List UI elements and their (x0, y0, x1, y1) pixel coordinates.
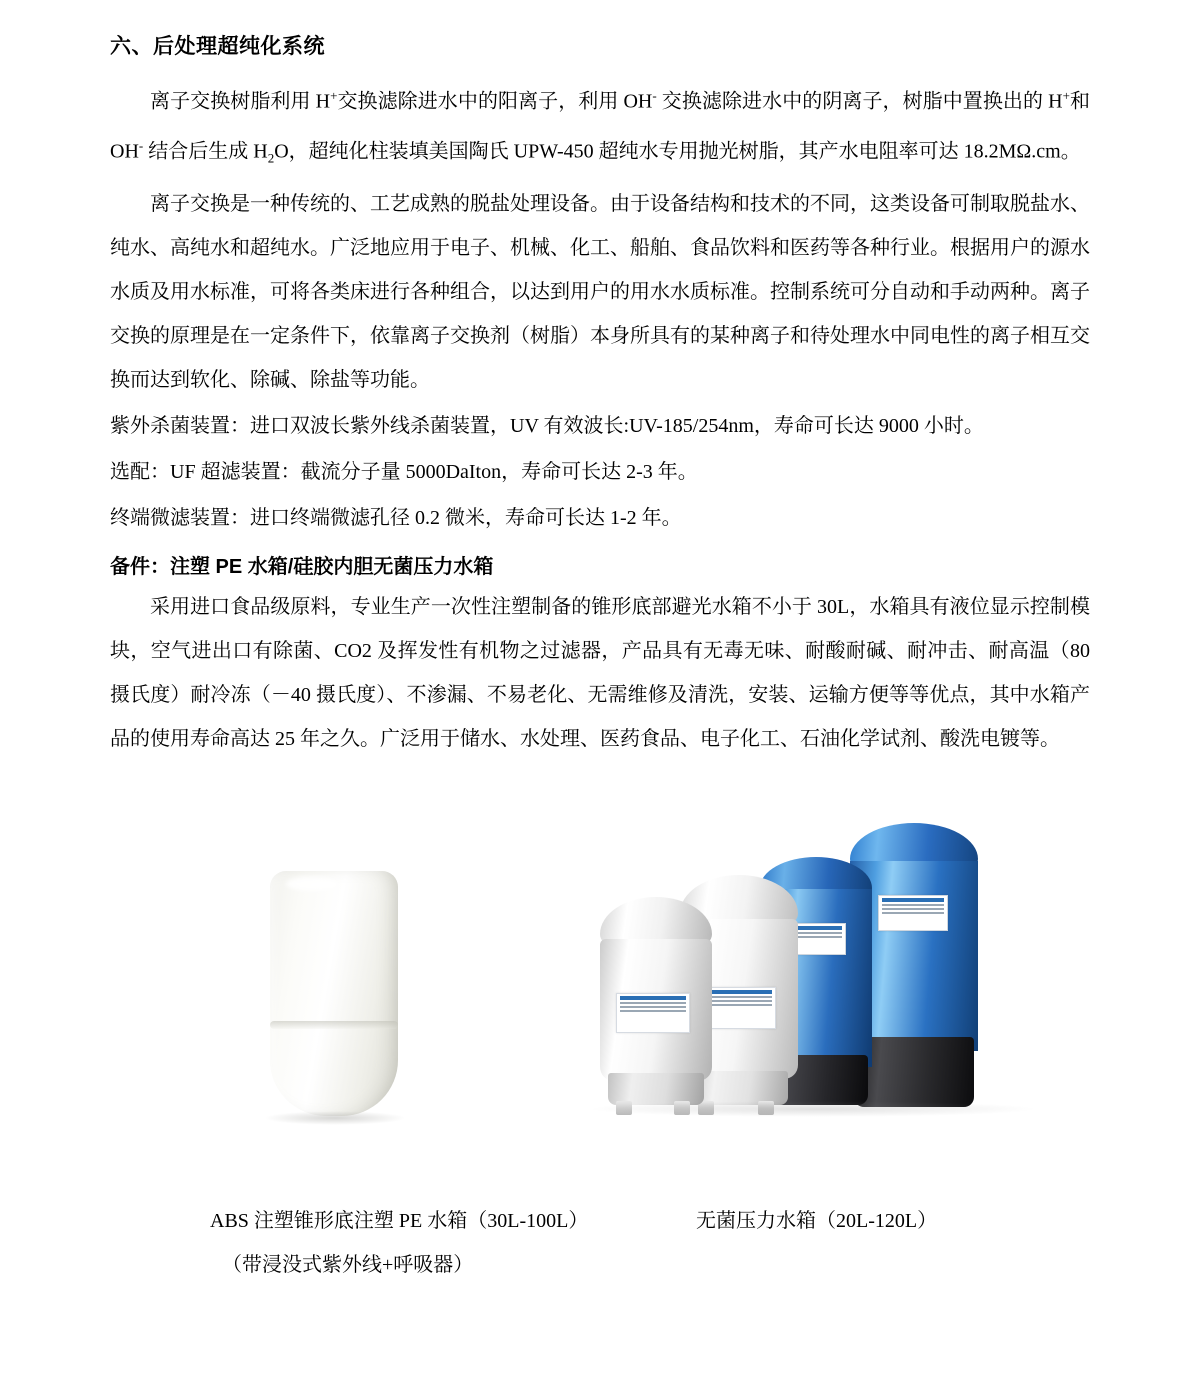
white-tank-front-label (616, 993, 690, 1033)
label-line (882, 912, 944, 914)
pe-tank-ring (270, 1021, 398, 1029)
page-title: 六、后处理超纯化系统 (110, 35, 325, 58)
label-line (882, 908, 944, 910)
par1-sup-c: + (1062, 88, 1070, 103)
caption-pressure-tank: 无菌压力水箱（20L-120L） (696, 1210, 938, 1233)
white-pressure-tank-front (600, 897, 712, 1105)
label-line (704, 1000, 772, 1002)
label-header-bar (704, 990, 772, 994)
caption-pe-tank-line2: （带浸没式紫外线+呼吸器） (222, 1254, 474, 1277)
par1-text-a: 离子交换树脂利用 H (150, 90, 331, 113)
blue-tank-large-label (878, 895, 948, 931)
par1-text-e: 结合后生成 H (143, 140, 268, 163)
subsection-title-spare-parts: 备件：注塑 PE 水箱/硅胶内胆无菌压力水箱 (110, 556, 494, 579)
label-line (704, 996, 772, 998)
par1-sup-a: + (330, 88, 338, 103)
paragraph-ion-exchange-overview: 离子交换是一种传统的、工艺成熟的脱盐处理设备。由于设备结构和技术的不同，这类设备可制取脱盐水、纯水、高纯水和超纯水。广泛地应用于电子、机械、化工、船舶、食品饮料和医药等各种行业。根据用户的源水水质及用水标准，可将各类床进行各种组合，以达到用户的用水水质标准。控制系统可分自动和手动两种。离子交换的原理是在一定条件下，依靠离子交换剂（树脂）本身所具有的某种离子和待处理水中同电性的离子相互交换而达到软化、除碱、除盐等功能。 (110, 193, 1090, 392)
blue-tank-large-base (854, 1037, 974, 1107)
pressure-tank-group-image (600, 823, 1030, 1123)
label-line (620, 1002, 686, 1004)
par1-sub-e: 2 (267, 150, 275, 166)
par1-text-c: 交换滤除进水中的阴离子，树脂中置换出的 H (656, 90, 1063, 113)
label-header-bar (620, 996, 686, 1000)
product-images (110, 801, 1090, 1191)
pe-tank-shadow (264, 1111, 406, 1125)
paragraph-ion-exchange-resin (110, 74, 1090, 180)
paragraph-uf-option: 选配：UF 超滤装置：截流分子量 5000DaIton，寿命可长达 2-3 年。 (110, 461, 698, 484)
tank-group-shadow (588, 1101, 1038, 1117)
par1-text-f: O，超纯化柱装填美国陶氏 UPW-450 超纯水专用抛光树脂，其产水电阻率可达 18.2MΩ.cm。 (274, 140, 1081, 163)
paragraph-terminal-microfilter: 终端微滤装置：进口终端微滤孔径 0.2 微米，寿命可长达 1-2 年。 (110, 507, 682, 530)
label-line (704, 1004, 772, 1006)
label-line (620, 1010, 686, 1012)
paragraph-uv-sterilizer: 紫外杀菌装置：进口双波长紫外线杀菌装置，UV 有效波长:UV-185/254nm，寿命可长达 9000 小时。 (110, 415, 984, 438)
par1-sup-b: - (652, 88, 657, 103)
paragraph-tank-material: 采用进口食品级原料，专业生产一次性注塑制备的锥形底部避光水箱不小于 30L，水箱具有液位显示控制模块，空气进出口有除菌、CO2 及挥发性有机物之过滤器，产品具有无毒无味、耐酸耐碱、耐冲击、耐高温（80 摄氏度）耐冷冻（－40 摄氏度）、不渗漏、不易老化、无需维修及清洗，安装、运输方便等等优点，其中水箱产品的使用寿命高达 25 年之久。广泛用于储水、水处理、医药食品、电子化工、石油化学试剂、酸洗电镀等。 (110, 596, 1090, 751)
par1-text-d: 和 OH (110, 90, 1091, 163)
par1-sup-d: - (138, 137, 144, 153)
pe-water-tank-image (270, 871, 398, 1116)
label-header-bar (882, 898, 944, 902)
label-line (882, 904, 944, 906)
pe-tank-body (270, 871, 398, 1116)
caption-pe-tank-line1: ABS 注塑锥形底注塑 PE 水箱（30L-100L） (210, 1210, 589, 1233)
figure-captions (110, 1199, 1090, 1289)
par1-text-b: 交换滤除进水中的阳离子，利用 OH (337, 90, 653, 113)
label-line (620, 1006, 686, 1008)
